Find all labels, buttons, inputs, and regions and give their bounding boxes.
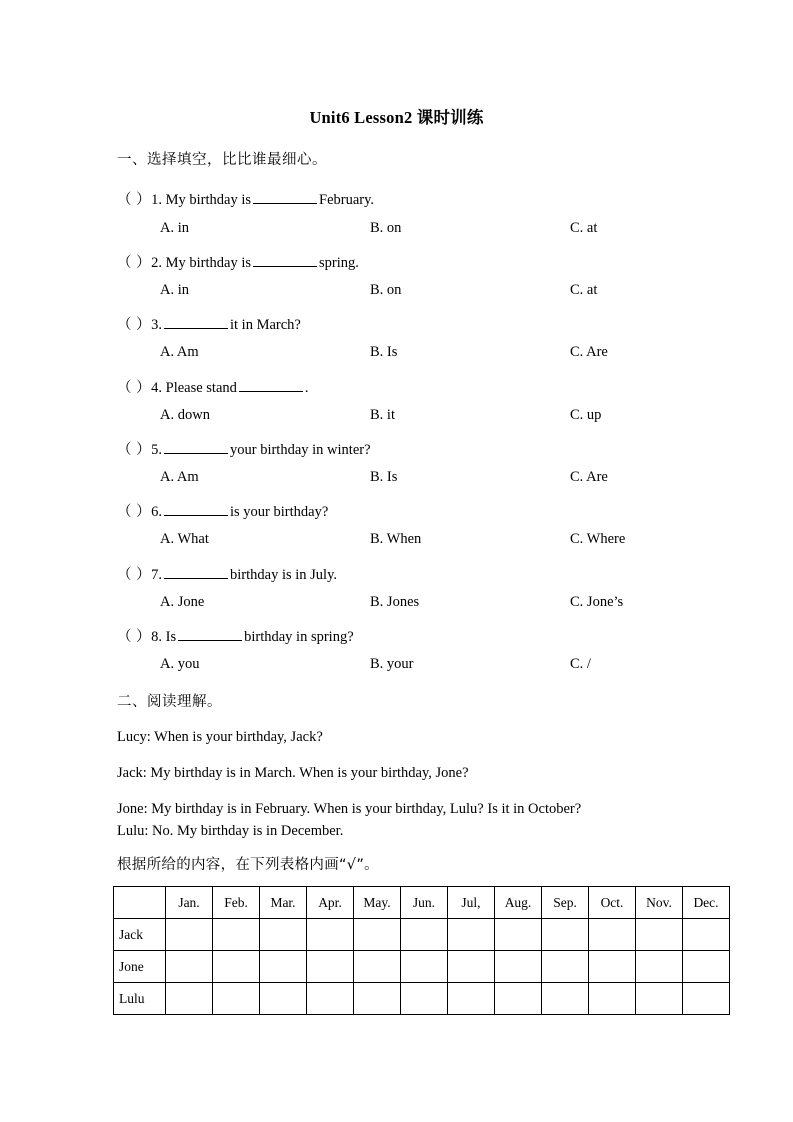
cell-jone-jul[interactable] — [448, 951, 495, 983]
question-2-option-a[interactable]: A. in — [160, 282, 189, 298]
question-4-stem — [117, 377, 309, 395]
question-6-number: 6. — [151, 503, 162, 520]
question-8-option-b[interactable]: B. your — [370, 656, 414, 672]
question-8-blank[interactable] — [178, 626, 242, 641]
table-header-oct: Oct. — [589, 887, 636, 919]
question-8-answer-bracket[interactable]: （ ） — [117, 628, 152, 645]
question-2-blank[interactable] — [253, 252, 317, 267]
question-1-number: 1. — [151, 191, 162, 208]
question-1-options — [0, 221, 793, 241]
cell-lulu-jan[interactable] — [166, 983, 213, 1015]
question-5-stem — [117, 439, 371, 457]
dialogue-line-lucy: Lucy: When is your birthday, Jack? — [117, 729, 323, 745]
question-6-option-c[interactable]: C. Where — [570, 531, 626, 547]
table-header-jul: Jul, — [448, 887, 495, 919]
cell-lulu-mar[interactable] — [260, 983, 307, 1015]
question-4-text-before: Please stand — [165, 379, 237, 396]
question-3-answer-bracket[interactable]: （ ） — [117, 316, 152, 333]
question-3-option-a[interactable]: A. Am — [160, 344, 199, 360]
cell-jone-aug[interactable] — [495, 951, 542, 983]
cell-jack-aug[interactable] — [495, 919, 542, 951]
table-row — [114, 951, 730, 983]
table-row-name-lulu: Lulu — [114, 983, 166, 1015]
table-header-aug: Aug. — [495, 887, 542, 919]
question-7-text-after: birthday is in July. — [230, 566, 338, 583]
cell-jone-sep[interactable] — [542, 951, 589, 983]
question-5-answer-bracket[interactable]: （ ） — [117, 441, 152, 458]
cell-lulu-oct[interactable] — [589, 983, 636, 1015]
question-2-option-b[interactable]: B. on — [370, 282, 402, 298]
question-7-option-b[interactable]: B. Jones — [370, 594, 420, 610]
question-1-text-before: My birthday is — [165, 191, 252, 208]
question-8-text-before: Is — [165, 628, 177, 645]
question-5-blank[interactable] — [164, 439, 228, 454]
question-3-blank[interactable] — [164, 314, 228, 329]
question-2-text-before: My birthday is — [165, 254, 252, 271]
question-7-blank[interactable] — [164, 564, 228, 579]
table-header-feb: Feb. — [213, 887, 260, 919]
question-1-option-b[interactable]: B. on — [370, 220, 402, 236]
table-header-may: May. — [354, 887, 401, 919]
question-4-option-c[interactable]: C. up — [570, 407, 602, 423]
question-7-option-c[interactable]: C. Jone’s — [570, 594, 624, 610]
cell-jack-nov[interactable] — [636, 919, 683, 951]
cell-jack-sep[interactable] — [542, 919, 589, 951]
page-title: Unit6 Lesson2 课时训练 — [309, 108, 484, 127]
table-header-mar: Mar. — [260, 887, 307, 919]
question-7-stem — [117, 564, 337, 582]
question-2-stem — [117, 252, 359, 270]
cell-jack-apr[interactable] — [307, 919, 354, 951]
question-6-blank[interactable] — [164, 501, 228, 516]
question-5-text-after: your birthday in winter? — [230, 441, 371, 458]
table-header-dec: Dec. — [683, 887, 730, 919]
cell-jack-jul[interactable] — [448, 919, 495, 951]
cell-jack-dec[interactable] — [683, 919, 730, 951]
question-5-number: 5. — [151, 441, 162, 458]
table-header-row — [114, 887, 730, 919]
cell-jone-jun[interactable] — [401, 951, 448, 983]
question-8-option-a[interactable]: A. you — [160, 656, 200, 672]
question-2-options — [0, 283, 793, 303]
cell-lulu-jun[interactable] — [401, 983, 448, 1015]
question-4-text-after: . — [304, 379, 309, 396]
cell-jack-may[interactable] — [354, 919, 401, 951]
cell-lulu-apr[interactable] — [307, 983, 354, 1015]
question-6-text-after: is your birthday? — [230, 503, 329, 520]
cell-jone-oct[interactable] — [589, 951, 636, 983]
table-header-nov: Nov. — [636, 887, 683, 919]
question-1-text-after: February. — [319, 191, 375, 208]
question-8-option-c[interactable]: C. / — [570, 656, 591, 672]
cell-lulu-nov[interactable] — [636, 983, 683, 1015]
question-5-option-b[interactable]: B. Is — [370, 469, 398, 485]
section-2-heading: 二、阅读理解。 — [117, 694, 222, 710]
question-3-number: 3. — [151, 316, 162, 333]
cell-jone-mar[interactable] — [260, 951, 307, 983]
question-3-text-after: it in March? — [230, 316, 301, 333]
question-4-option-a[interactable]: A. down — [160, 407, 210, 423]
question-7-answer-bracket[interactable]: （ ） — [117, 566, 152, 583]
cell-jone-feb[interactable] — [213, 951, 260, 983]
section-1-heading: 一、选择填空，比比谁最细心。 — [117, 152, 327, 168]
question-4-option-b[interactable]: B. it — [370, 407, 395, 423]
cell-lulu-jul[interactable] — [448, 983, 495, 1015]
question-2-answer-bracket[interactable]: （ ） — [117, 254, 152, 271]
question-7-number: 7. — [151, 566, 162, 583]
cell-jone-dec[interactable] — [683, 951, 730, 983]
question-4-options — [0, 408, 793, 428]
cell-jone-nov[interactable] — [636, 951, 683, 983]
question-8-options — [0, 657, 793, 677]
question-2-option-c[interactable]: C. at — [570, 282, 598, 298]
dialogue-line-jack: Jack: My birthday is in March. When is your birthday, Jone? — [117, 765, 469, 781]
question-1-blank[interactable] — [253, 189, 317, 204]
table-header-apr: Apr. — [307, 887, 354, 919]
question-2-text-after: spring. — [319, 254, 359, 271]
question-1-stem — [117, 189, 374, 207]
cell-lulu-may[interactable] — [354, 983, 401, 1015]
cell-lulu-dec[interactable] — [683, 983, 730, 1015]
cell-lulu-feb[interactable] — [213, 983, 260, 1015]
question-5-option-c[interactable]: C. Are — [570, 469, 608, 485]
table-row — [114, 983, 730, 1015]
dialogue-line-jone: Jone: My birthday is in February. When is your birthday, Lulu? Is it in October? — [117, 801, 582, 817]
question-7-options — [0, 595, 793, 615]
cell-jone-may[interactable] — [354, 951, 401, 983]
dialogue-line-lulu: Lulu: No. My birthday is in December. — [117, 823, 344, 839]
question-3-options — [0, 345, 793, 365]
question-4-blank[interactable] — [239, 377, 303, 392]
question-4-number: 4. — [151, 379, 162, 396]
question-2-number: 2. — [151, 254, 162, 271]
question-1-option-c[interactable]: C. at — [570, 220, 598, 236]
table-row — [114, 919, 730, 951]
question-5-option-a[interactable]: A. Am — [160, 469, 199, 485]
table-row-name-jone: Jone — [114, 951, 166, 983]
cell-lulu-sep[interactable] — [542, 983, 589, 1015]
table-corner-header — [114, 887, 166, 919]
table-header-jun: Jun. — [401, 887, 448, 919]
question-1-option-a[interactable]: A. in — [160, 220, 189, 236]
cell-jack-jun[interactable] — [401, 919, 448, 951]
question-6-option-a[interactable]: A. What — [160, 531, 209, 547]
table-header-jan: Jan. — [166, 887, 213, 919]
question-6-stem — [117, 501, 328, 519]
table-row-name-jack: Jack — [114, 919, 166, 951]
question-4-answer-bracket[interactable]: （ ） — [117, 379, 152, 396]
question-6-option-b[interactable]: B. When — [370, 531, 422, 547]
question-5-options — [0, 470, 793, 490]
question-3-option-b[interactable]: B. Is — [370, 344, 398, 360]
table-instruction: 根据所给的内容，在下列表格内画“√”。 — [117, 857, 379, 873]
cell-jone-apr[interactable] — [307, 951, 354, 983]
cell-jack-oct[interactable] — [589, 919, 636, 951]
question-3-option-c[interactable]: C. Are — [570, 344, 608, 360]
question-6-options — [0, 532, 793, 552]
cell-jack-jan[interactable] — [166, 919, 213, 951]
question-8-number: 8. — [151, 628, 162, 645]
question-7-option-a[interactable]: A. Jone — [160, 594, 205, 610]
table-header-sep: Sep. — [542, 887, 589, 919]
cell-jack-mar[interactable] — [260, 919, 307, 951]
question-8-text-after: birthday in spring? — [244, 628, 354, 645]
cell-jack-feb[interactable] — [213, 919, 260, 951]
birthday-month-table — [113, 886, 730, 1015]
cell-lulu-aug[interactable] — [495, 983, 542, 1015]
question-3-stem — [117, 314, 301, 332]
question-1-answer-bracket[interactable]: （ ） — [117, 191, 152, 208]
question-8-stem — [117, 626, 354, 644]
question-6-answer-bracket[interactable]: （ ） — [117, 503, 152, 520]
cell-jone-jan[interactable] — [166, 951, 213, 983]
